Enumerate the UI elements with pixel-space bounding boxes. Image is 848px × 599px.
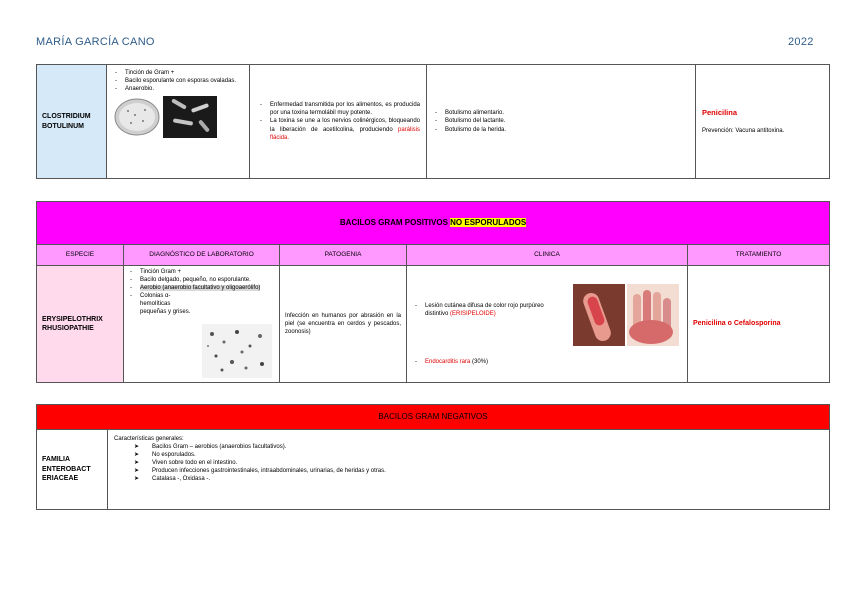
characteristics-list — [114, 443, 823, 483]
diagnosis-cell — [107, 65, 250, 179]
colonies-image — [202, 324, 272, 378]
endocarditis-text: Endocarditis rara — [425, 359, 471, 365]
list-item: - Tinción de Gram + — [113, 69, 243, 77]
list-item: - La toxina se une a los nervios colinérgicos, bloqueando la liberación de acetilcolina, produciendo parálisis flácida. — [258, 117, 420, 141]
erysipeloid-text: (ERISIPELOIDE) — [450, 311, 496, 318]
author-name: MARÍA GARCÍA CANO — [36, 36, 155, 48]
bacilli-microscopy-image — [163, 96, 217, 138]
clinical-cell — [427, 65, 696, 179]
characteristics-intro: Características generales: — [114, 436, 184, 442]
column-header: PATOGENIA — [280, 245, 407, 266]
list-item: ➤ Bacilos Gram – aerobios (anaerobios facultativos). — [134, 443, 823, 451]
list-item: ➤ Catalasa -, Oxidasa -. — [134, 475, 823, 483]
treatment-cell — [696, 65, 830, 179]
treatment-text: Penicilina — [702, 108, 738, 118]
list-item: - Colonias α-hemolíticas pequeñas y grises. — [128, 292, 198, 316]
clostridium-table — [36, 64, 830, 179]
section-title: BACILOS GRAM POSITIVOS NO ESPORULADOS — [37, 202, 830, 245]
list-item: - Botulismo de la herida. — [433, 126, 691, 134]
species-cell: CLOSTRIDIUM BOTULINUM — [37, 65, 107, 179]
diagnosis-list — [113, 69, 243, 93]
column-header: DIAGNÓSTICO DE LABORATORIO — [124, 245, 280, 266]
list-item: - Lesión cutánea difusa de color rojo purpúreo distintivo (ERISIPELOIDE) — [413, 302, 553, 318]
list-item: ➤ Viven sobre todo en el intestino. — [134, 459, 823, 467]
list-item: - Anaerobio. — [113, 85, 243, 93]
gram-negative-table — [36, 404, 830, 510]
column-header: TRATAMIENTO — [688, 245, 830, 266]
characteristics-cell — [108, 430, 830, 510]
list-item: - Enfermedad transmitida por los alimentos, es producida por una toxina termolábil muy potente. — [258, 101, 420, 117]
section-title: BACILOS GRAM NEGATIVOS — [37, 405, 830, 430]
list-item: - Botulismo alimentario. — [433, 109, 691, 117]
spore-colony-image — [113, 97, 161, 137]
species-cell: FAMILIA ENTEROBACT ERIACEAE — [37, 430, 108, 510]
list-item: - Bacilo delgado, pequeño, no esporulante. — [128, 276, 269, 284]
list-item: ➤ Producen infecciones gastrointestinales, intraabdominales, urinarias, de heridas y otras. — [134, 467, 823, 475]
list-item: - Endocarditis rara (30%) — [413, 358, 488, 366]
list-item: - Botulismo del lactante. — [433, 117, 691, 125]
species-cell: ERYSIPELOTHRIX RHUSIOPATHIE — [37, 266, 124, 383]
list-item: - Bacilo esporulante con esporas ovaladas. — [113, 77, 243, 85]
column-header: CLINICA — [407, 245, 688, 266]
gram-positive-table — [36, 201, 830, 383]
pathogenesis-cell: Infección en humanos por abrasión en la piel (se encuentra en cerdos y pescados, zoonosis) — [280, 266, 407, 383]
treatment-cell: Penicilina o Cefalosporina — [688, 266, 830, 383]
diagnosis-cell — [124, 266, 280, 383]
list-item: - Aerobio (anaerobio facultativo y oligoaerólifo) — [128, 284, 269, 292]
pathogenesis-cell — [250, 65, 427, 179]
prevention-text: Prevención: Vacuna antitoxina. — [702, 127, 785, 134]
flaccid-paralysis-text: parálisis flácida. — [270, 126, 420, 141]
list-item: ➤ No esporulados. — [134, 451, 823, 459]
column-header: ESPECIE — [37, 245, 124, 266]
highlighted-title: NO ESPORULADOS — [450, 217, 527, 227]
skin-lesion-image — [573, 284, 679, 346]
clinical-cell — [407, 266, 688, 383]
list-item: - Tinción Gram + — [128, 268, 269, 276]
year: 2022 — [788, 36, 814, 48]
